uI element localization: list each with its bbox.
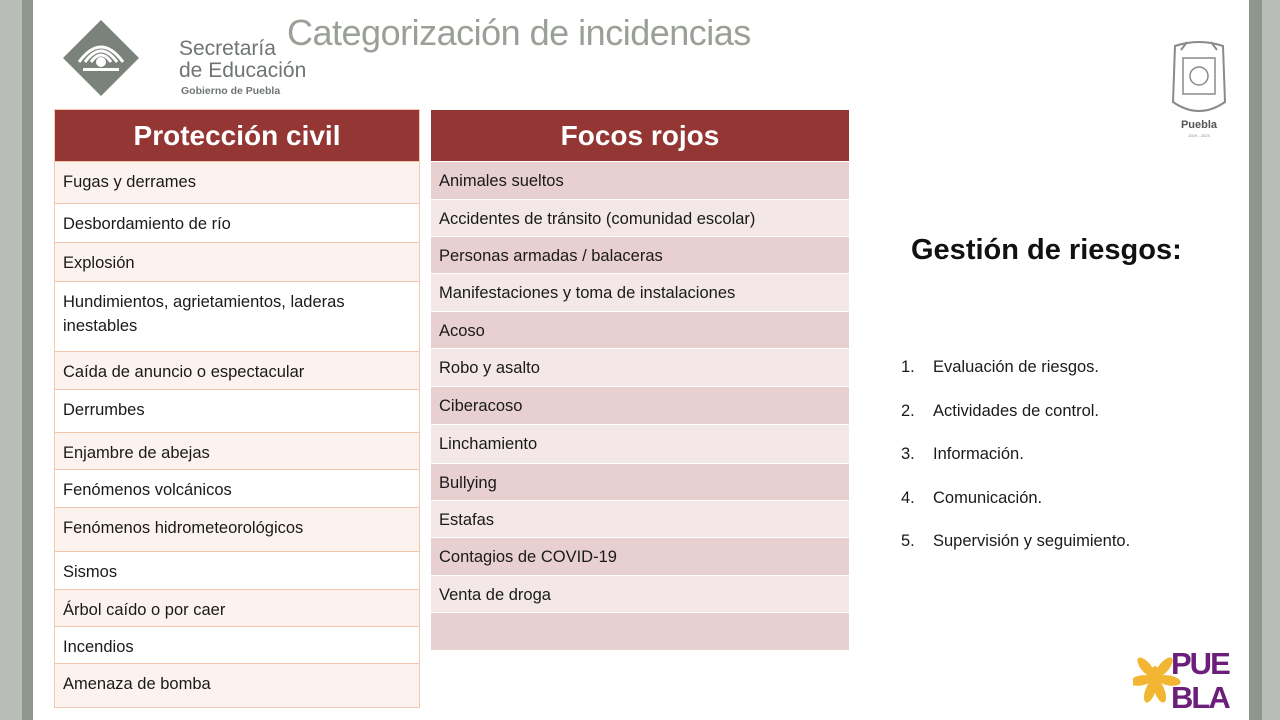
puebla-logo-line2: BLA [1171,680,1229,715]
table-row: Amenaza de bomba [55,663,419,707]
list-item: 5. Supervisión y seguimiento. [901,532,1131,550]
table-row: Estafas [431,500,849,537]
list-item: 1. Evaluación de riesgos. [901,358,1100,376]
gestion-riesgos-title: Gestión de riesgos: [911,234,1182,266]
table-row: Desbordamiento de río [55,203,419,242]
table-row: Accidentes de tránsito (comunidad escolar) [431,199,849,236]
frame-right [1262,0,1280,720]
puebla-emblem-icon [1167,40,1231,140]
table-row: Manifestaciones y toma de instalaciones [431,273,849,311]
focos-rojos-table [431,110,849,650]
table-row: Sismos [55,551,419,589]
logo-line3: Gobierno de Puebla [181,85,281,97]
table-row: Acoso [431,311,849,348]
table-row: Ciberacoso [431,386,849,424]
table-row: Contagios de COVID-19 [431,537,849,575]
logo-line2: de Educación [179,59,307,82]
page-title: Categorización de incidencias [287,12,751,53]
slide [33,0,1249,720]
gestion-riesgos-list [901,358,1130,576]
table-row [431,612,849,650]
table-row: Caída de anuncio o espectacular [55,351,419,389]
frame-right-inner [1249,0,1262,720]
table-row: Hundimientos, agrietamientos, laderas inestables [55,281,419,351]
puebla-logo-icon [1133,640,1245,716]
frame-left [0,0,22,720]
table-row: Venta de droga [431,575,849,612]
proteccion-civil-table [54,109,420,708]
proteccion-civil-heading: Protección civil [55,110,419,161]
focos-rojos-heading: Focos rojos [431,110,849,161]
table-row: Robo y asalto [431,348,849,386]
puebla-logo-line1: PUE [1171,646,1229,681]
sep-emblem-icon [61,18,141,98]
frame-left-inner [22,0,33,720]
table-row: Enjambre de abejas [55,432,419,469]
table-row: Fenómenos volcánicos [55,469,419,507]
list-item: 2. Actividades de control. [901,401,1100,420]
logo-line1: Secretaría [179,37,276,60]
table-row: Incendios [55,626,419,663]
list-item: 3. Información. [901,445,1024,463]
table-row: Derrumbes [55,389,419,432]
table-row: Animales sueltos [431,161,849,199]
table-row: Fenómenos hidrometeorológicos [55,507,419,551]
emblem-label: Puebla [1180,119,1218,131]
table-row: Personas armadas / balaceras [431,236,849,273]
table-row: Árbol caído o por caer [55,589,419,626]
table-row: Bullying [431,463,849,500]
sep-logo [61,18,321,102]
emblem-years: 2019 - 2024 [1188,133,1210,138]
table-row: Explosión [55,242,419,281]
table-row: Linchamiento [431,424,849,463]
list-item: 4. Comunicación. [901,488,1043,507]
table-row: Fugas y derrames [55,161,419,203]
